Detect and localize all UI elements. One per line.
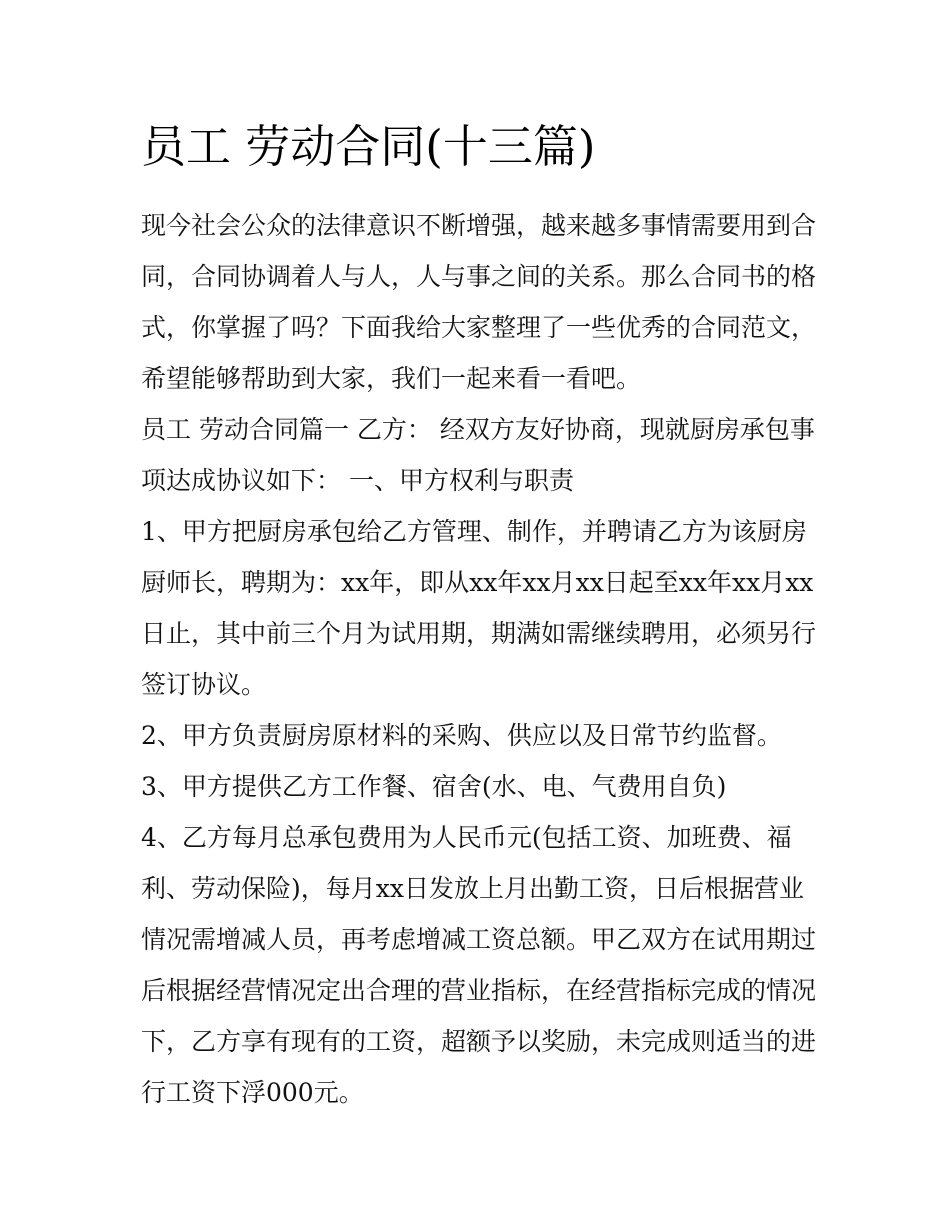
clause-2-paragraph: 2、甲方负责厨房原材料的采购、供应以及日常节约监督。 xyxy=(141,721,782,750)
intro-paragraph: 现今社会公众的法律意识不断增强，越来越多事情需要用到合同，合同协调着人与人，人与事之间的关系。那么合同书的格式，你掌握了吗？下面我给大家整理了一些优秀的合同范文，希望能够帮助到大家，我们一起来看一看吧。 xyxy=(141,211,817,393)
document-title: 员工 劳动合同(十三篇) xyxy=(141,120,596,173)
document-body xyxy=(141,200,816,1118)
section-heading-paragraph: 员工 劳动合同篇一 乙方： 经双方友好协商，现就厨房承包事项达成协议如下： 一、甲方权利与职责 xyxy=(141,415,815,495)
clause-3-paragraph: 3、甲方提供乙方工作餐、宿舍(水、电、气费用自负) xyxy=(141,772,727,801)
clause-1-paragraph: 1、甲方把厨房承包给乙方管理、制作，并聘请乙方为该厨房厨师长，聘期为：xx年，即从xx年xx月xx日起至xx年xx月xx日止，其中前三个月为试用期，期满如需继续聘用，必须另行签订协议。 xyxy=(141,517,817,699)
clause-4-paragraph: 4、乙方每月总承包费用为人民币元(包括工资、加班费、福利、劳动保险)，每月xx日发放上月出勤工资，日后根据营业情况需增减人员，再考虑增减工资总额。甲乙双方在试用期过后根据经营情况定出合理的营业指标，在经营指标完成的情况下，乙方享有现有的工资，超额予以奖励，未完成则适当的进行工资下浮000元。 xyxy=(141,823,817,1107)
